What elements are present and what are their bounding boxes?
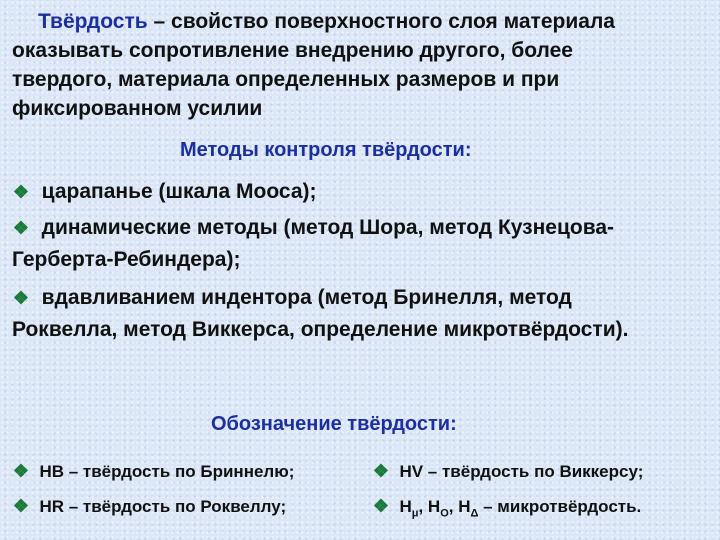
notation-micro-h2: H	[427, 497, 441, 516]
methods-item-1-text: царапанье (шкала Мооса);	[41, 180, 317, 203]
methods-item-3-line-1	[12, 284, 572, 312]
green-diamond-bullet-icon: ❖	[372, 496, 390, 516]
definition-line-1	[38, 8, 615, 36]
notation-hv	[372, 460, 643, 483]
methods-item-2-text: динамические методы (метод Шора, метод Кузнецова-	[41, 216, 615, 239]
definition-term: Твёрдость	[38, 10, 148, 33]
methods-item-3-text: вдавливанием индентора (метод Бринелля, метод	[41, 286, 572, 309]
methods-heading: Методы контроля твёрдости:	[180, 139, 472, 161]
green-diamond-bullet-icon: ❖	[12, 182, 30, 202]
notation-micro: ❖ $H_\mu$, $H_O$, $H_\Delta$ – микротвёрдость.	[372, 496, 642, 520]
notation-hr-text: HR – твёрдость по Роквеллу;	[39, 497, 287, 516]
notation-micro-rest: – микротвёрдость.	[478, 497, 642, 516]
green-diamond-bullet-icon: ❖	[12, 496, 30, 516]
notation-micro-sub-mu: μ	[411, 507, 419, 520]
notation-micro-sub-delta: Δ	[470, 507, 479, 520]
notation-hr	[12, 495, 286, 518]
methods-item-3-line-2: Роквелла, метод Виккерса, определение микротвёрдости).	[12, 318, 629, 341]
notation-micro-h1: H	[399, 497, 412, 516]
notation-hb	[12, 460, 294, 483]
definition-line-1-rest: – свойство поверхностного слоя материала	[147, 10, 615, 33]
green-diamond-bullet-icon: ❖	[372, 461, 390, 481]
green-diamond-bullet-icon: ❖	[12, 218, 30, 238]
methods-item-2-line-2: Герберта-Ребиндера);	[12, 248, 241, 271]
notation-micro-h3: H	[458, 497, 471, 516]
notation-micro-sub-o: O	[440, 507, 449, 520]
notation-heading: Обозначение твёрдости:	[211, 413, 457, 435]
notation-hb-text: HB – твёрдость по Бриннелю;	[39, 462, 295, 481]
notation-hv-text: HV – твёрдость по Виккерсу;	[399, 462, 644, 481]
definition-line-3: твердого, материала определенных размеров и при	[12, 68, 560, 91]
green-diamond-bullet-icon: ❖	[12, 288, 30, 308]
definition-line-2: оказывать сопротивление внедрению другого, более	[12, 39, 573, 62]
definition-line-4: фиксированном усилии	[12, 97, 263, 120]
green-diamond-bullet-icon: ❖	[12, 461, 30, 481]
methods-item-1	[12, 178, 317, 206]
methods-item-2-line-1	[12, 214, 614, 242]
